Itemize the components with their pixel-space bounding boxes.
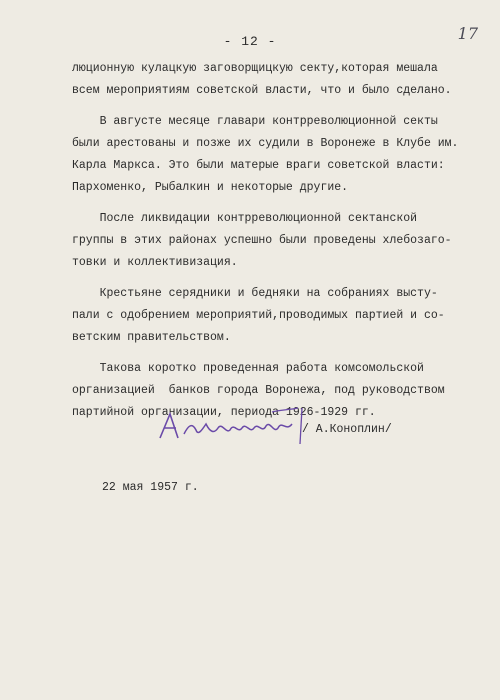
paragraph [72, 283, 467, 349]
document-date: 22 мая 1957 г. [102, 481, 199, 494]
text-line: группы в этих районах успешно были проведены хлебозаго- [72, 234, 452, 247]
body-text [72, 58, 467, 424]
text-line: После ликвидации контрреволюционной сектанской [72, 212, 418, 225]
handwritten-signature [152, 404, 322, 450]
paragraph [72, 111, 467, 199]
paragraph [72, 208, 467, 274]
text-line: пали с одобрением мероприятий,проводимых партией и со- [72, 309, 445, 322]
text-line: ветским правительством. [72, 331, 231, 344]
paragraph [72, 58, 467, 102]
text-line: Такова коротко проведенная работа комсомольской [72, 362, 424, 375]
text-line: всем мероприятиям советской власти, что и было сделано. [72, 84, 452, 97]
signature-typed-name: / А.Коноплин/ [302, 423, 392, 436]
text-line: партийной организации, периода 1926-1929 гг. [72, 406, 376, 419]
text-line: Крестьяне серядники и бедняки на собраниях высту- [72, 287, 438, 300]
text-line: организацией банков города Воронежа, под руководством [72, 384, 445, 397]
page-number: - 12 - [223, 34, 277, 49]
text-line: Пархоменко, Рыбалкин и некоторые другие. [72, 181, 349, 194]
text-line: Карла Маркса. Это были матерые враги советской власти: [72, 159, 445, 172]
text-line: В августе месяце главари контрреволюционной секты [72, 115, 438, 128]
archive-page-number: 17 [457, 24, 478, 43]
text-line: люционную кулацкую заговорщицкую секту,которая мешала [72, 62, 438, 75]
text-line: были арестованы и позже их судили в Воронеже в Клубе им. [72, 137, 459, 150]
text-line: товки и коллективизация. [72, 256, 238, 269]
